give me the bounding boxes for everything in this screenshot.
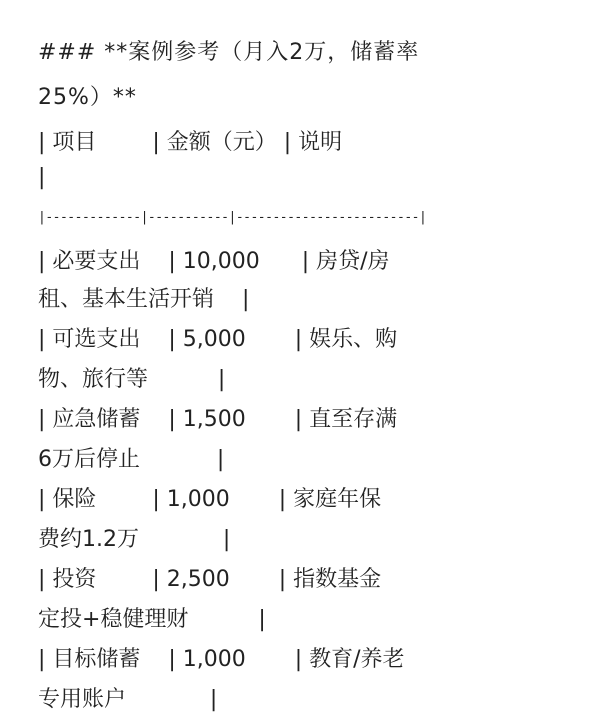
table-row-5-line-2: 定投+稳健理财 |: [38, 607, 266, 632]
table-row-4-line-1: | 保险 | 1,000 | 家庭年保: [38, 487, 382, 512]
table-row-1-line-2: 租、基本生活开销 |: [38, 287, 250, 312]
table-row-3-line-2: 6万后停止 |: [38, 447, 225, 472]
table-row-4-line-2: 费约1.2万 |: [38, 527, 231, 552]
table-row-3-line-1: | 应急储蓄 | 1,500 | 直至存满: [38, 407, 398, 432]
table-row-2-line-1: | 可选支出 | 5,000 | 娱乐、购: [38, 327, 398, 352]
table-separator: |-------------|-----------|-------------------------|: [38, 210, 427, 225]
table-row-6-line-2: 专用账户 |: [38, 687, 218, 712]
table-row-6-line-1: | 目标储蓄 | 1,000 | 教育/养老: [38, 647, 405, 672]
table-header-line-1: | 项目 | 金额（元） | 说明: [38, 130, 343, 155]
heading-line-2: 25%）**: [38, 85, 137, 110]
table-row-2-line-2: 物、旅行等 |: [38, 367, 226, 392]
table-row-1-line-1: | 必要支出 | 10,000 | 房贷/房: [38, 249, 390, 274]
heading-line-1: ### **案例参考（月入2万，储蓄率: [38, 40, 420, 65]
table-row-5-line-1: | 投资 | 2,500 | 指数基金: [38, 567, 382, 592]
table-header-line-2: |: [38, 165, 46, 190]
